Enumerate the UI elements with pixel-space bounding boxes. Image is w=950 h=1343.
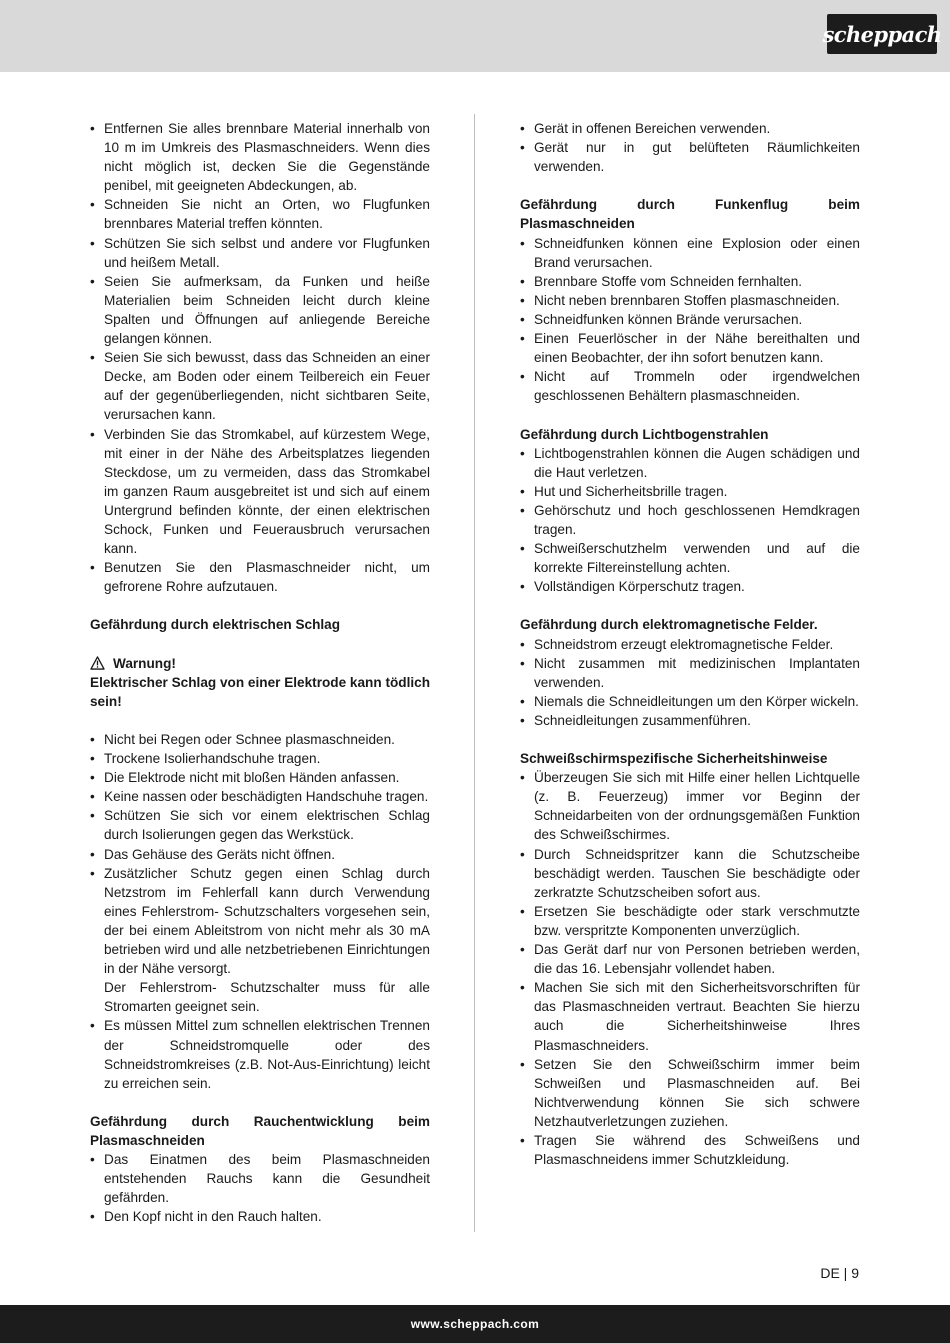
list-item: • Den Kopf nicht in den Rauch halten.: [90, 1207, 430, 1226]
left-column: [90, 119, 430, 1226]
list-item: • Schützen Sie sich vor einem elektrischen Schlag durch Isolierungen gegen das Werkstück.: [90, 806, 430, 844]
list-item: • Gerät in offenen Bereichen verwenden.: [520, 119, 860, 138]
warning-text: Elektrischer Schlag von einer Elektrode kann tödlich sein!: [90, 674, 430, 709]
fire-safety-list: [90, 119, 430, 596]
shield-safety-list: [520, 768, 860, 1169]
warning-triangle-icon: [90, 656, 105, 670]
list-item: • Durch Schneidspritzer kann die Schutzscheibe beschädigt werden. Tauschen Sie beschädigte oder zerkratzte Schutzscheiben sofort aus.: [520, 845, 860, 902]
list-item: • Das Einatmen des beim Plasmaschneiden entstehenden Rauchs kann die Gesundheit gefährden.: [90, 1150, 430, 1207]
list-item: • Niemals die Schneidleitungen um den Körper wickeln.: [520, 692, 860, 711]
list-item: • Machen Sie sich mit den Sicherheitsvorschriften für das Plasmaschneiden vertraut. Beachten Sie hierzu auch die Sicherheitshinweise Ihres Plasmaschneiders.: [520, 978, 860, 1054]
list-item: • Das Gehäuse des Geräts nicht öffnen.: [90, 845, 430, 864]
arc-safety-list: [520, 444, 860, 597]
list-item: • Nicht bei Regen oder Schnee plasmaschneiden.: [90, 730, 430, 749]
list-item: • Setzen Sie den Schweißschirm immer beim Schweißen und Plasmaschneiden auf. Bei Nichtverwendung können Sie sich schwere Netzhautverletzungen zuziehen.: [520, 1055, 860, 1131]
list-item: • Das Gerät darf nur von Personen betrieben werden, die das 16. Lebensjahr vollendet haben.: [520, 940, 860, 978]
column-divider: [474, 114, 475, 1232]
list-item: • Hut und Sicherheitsbrille tragen.: [520, 482, 860, 501]
list-item-text: Zusätzlicher Schutz gegen einen Schlag durch Netzstrom im Fehlerfall kann durch Verwendung eines Fehlerstrom- Schutzschalters vorgesehen sein, der bei einem Ableitstrom von nicht mehr als 30 mA betrieben wird und alle netzbetriebenen Einrichtungen in der Nähe versorgt.: [104, 865, 430, 977]
list-item: • Einen Feuerlöscher in der Nähe bereithalten und einen Beobachter, der ihn sofort benutzen kann.: [520, 329, 860, 367]
list-item: • Vollständigen Körperschutz tragen.: [520, 577, 860, 596]
list-item: • Seien Sie aufmerksam, da Funken und heiße Materialien beim Schneiden leicht durch kleine Spalten und Öffnungen auf anliegende Bereiche gelangen können.: [90, 272, 430, 348]
list-item: • Lichtbogenstrahlen können die Augen schädigen und die Haut verletzen.: [520, 444, 860, 482]
right-column: [520, 119, 860, 1169]
emf-safety-list: [520, 635, 860, 730]
list-item: • Trockene Isolierhandschuhe tragen.: [90, 749, 430, 768]
list-item: • Schneidleitungen zusammenführen.: [520, 711, 860, 730]
list-item-note: Der Fehlerstrom- Schutzschalter muss für alle Stromarten geeignet sein.: [104, 980, 430, 1015]
brand-logo-text: scheppach: [822, 21, 942, 47]
list-item: • Keine nassen oder beschädigten Handschuhe tragen.: [90, 787, 430, 806]
brand-logo: [822, 14, 942, 54]
warning-label: [90, 654, 430, 673]
footer-url-link[interactable]: www.scheppach.com: [410, 1317, 540, 1331]
list-item: • Schützen Sie sich selbst und andere vor Flugfunken und heißem Metall.: [90, 234, 430, 272]
section-heading-emf: Gefährdung durch elektromagnetische Felder.: [520, 617, 818, 633]
list-item: • Schneidfunken können Brände verursachen.: [520, 310, 860, 329]
list-item: • Gerät nur in gut belüfteten Räumlichkeiten verwenden.: [520, 138, 860, 176]
list-item: • Seien Sie sich bewusst, dass das Schneiden an einer Decke, am Boden oder einem Teilbereich ein Feuer auf der gegenüberliegenden, nicht sichtbaren Seite, verursachen kann.: [90, 348, 430, 424]
section-heading-electric: Gefährdung durch elektrischen Schlag: [90, 617, 341, 633]
section-heading-shield: Schweißschirmspezifische Sicherheitshinweise: [520, 751, 828, 767]
list-item: • Tragen Sie während des Schweißens und Plasmaschneidens immer Schutzkleidung.: [520, 1131, 860, 1169]
header-band: [0, 0, 950, 72]
list-item: • Nicht auf Trommeln oder irgendwelchen geschlossenen Behältern plasmaschneiden.: [520, 367, 860, 405]
list-item: • Nicht neben brennbaren Stoffen plasmaschneiden.: [520, 291, 860, 310]
section-heading-arc: Gefährdung durch Lichtbogenstrahlen: [520, 426, 769, 442]
electric-safety-list: [90, 730, 430, 1093]
list-item: • Schneiden Sie nicht an Orten, wo Flugfunken brennbares Material treffen könnten.: [90, 195, 430, 233]
warning-label-text: Warnung!: [113, 655, 176, 671]
list-item: • Ersetzen Sie beschädigte oder stark verschmutzte bzw. verspritzte Komponenten unverzüglich.: [520, 902, 860, 940]
list-item: • Überzeugen Sie sich mit Hilfe einer hellen Lichtquelle (z. B. Feuerzeug) immer vor Beginn der Schneidarbeiten von der ordnungsgemäßen Funktion des Schweißschirmes.: [520, 768, 860, 844]
list-item: • Die Elektrode nicht mit bloßen Händen anfassen.: [90, 768, 430, 787]
list-item: • Es müssen Mittel zum schnellen elektrischen Trennen der Schneidstromquelle oder des Schneidstromkreises (z.B. Not-Aus-Einrichtung) leicht zu erreichen sein.: [90, 1016, 430, 1092]
list-item: • Schneidstrom erzeugt elektromagnetische Felder.: [520, 635, 860, 654]
smoke-safety-list: [90, 1150, 430, 1226]
section-heading-sparks: Gefährdung durch Funkenflug beim Plasmaschneiden: [520, 197, 860, 232]
list-item: • Entfernen Sie alles brennbare Material innerhalb von 10 m im Umkreis des Plasmaschneiders. Wenn dies nicht möglich ist, decken Sie die Gegenstände penibel, mit geeigneten Abdeckungen, ab.: [90, 119, 430, 195]
list-item: [90, 864, 430, 1017]
list-item: • Benutzen Sie den Plasmaschneider nicht, um gefrorene Rohre aufzutauen.: [90, 558, 430, 596]
ventilation-list: [520, 119, 860, 176]
list-item: • Schneidfunken können eine Explosion oder einen Brand verursachen.: [520, 234, 860, 272]
list-item: • Verbinden Sie das Stromkabel, auf kürzestem Wege, mit einer in der Nähe des Arbeitsplatzes liegenden Steckdose, um zu vermeiden, dass das Stromkabel im ganzen Raum ausgebreitet ist und sich auf einem Untergrund befinden könnte, der einen elektrischen Schock, Funken und Feuerausbruch verursachen kann.: [90, 425, 430, 559]
list-item: • Schweißerschutzhelm verwenden und auf die korrekte Filtereinstellung achten.: [520, 539, 860, 577]
footer-band: [0, 1305, 950, 1343]
list-item: • Gehörschutz und hoch geschlossenen Hemdkragen tragen.: [520, 501, 860, 539]
list-item: • Brennbare Stoffe vom Schneiden fernhalten.: [520, 272, 860, 291]
section-heading-smoke: Gefährdung durch Rauchentwicklung beim Plasmaschneiden: [90, 1113, 430, 1148]
page-number: DE | 9: [820, 1265, 859, 1281]
sparks-safety-list: [520, 234, 860, 406]
list-item: • Nicht zusammen mit medizinischen Implantaten verwenden.: [520, 654, 860, 692]
